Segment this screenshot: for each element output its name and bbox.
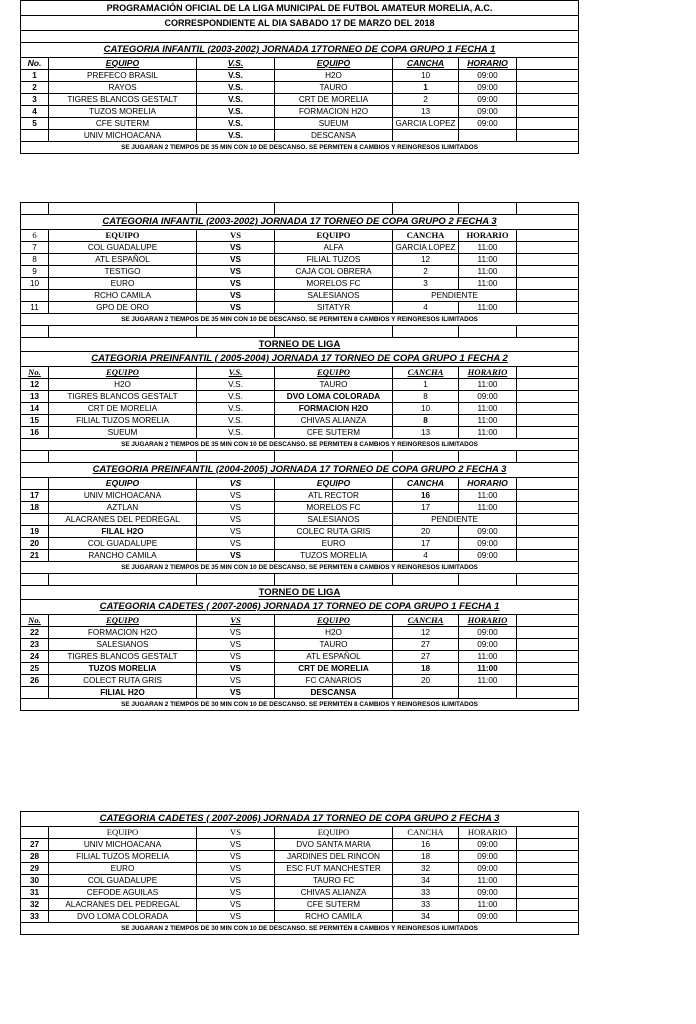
col-equipo: EQUIPO <box>275 58 393 70</box>
table-row: 7 COL GUADALUPE VS ALFA GARCIA LOPEZ 11:00 <box>21 242 579 254</box>
col-equipo: EQUIPO <box>275 230 393 242</box>
table-row: 18 AZTLAN VS MORELOS FC 17 11:00 <box>21 502 579 514</box>
table-row: UNIV MICHOACANA V.S. DESCANSA <box>21 130 579 142</box>
col-cancha: CANCHA <box>393 478 459 490</box>
table-row: 28 FILIAL TUZOS MORELIA VS JARDINES DEL RINCON 18 09:00 <box>21 851 579 863</box>
table-row: 21 RANCHO CAMILA VS TUZOS MORELIA 4 09:00 <box>21 550 579 562</box>
table-row: 32 ALACRANES DEL PEDREGAL VS CFE SUTERM 33 11:00 <box>21 899 579 911</box>
table-row: 30 COL GUADALUPE VS TAURO FC 34 11:00 <box>21 875 579 887</box>
col-equipo: EQUIPO <box>49 58 197 70</box>
torneo-de-liga-heading: TORNEO DE LIGA <box>21 586 579 600</box>
table-row: 22 FORMACION H2O VS H2O 12 09:00 <box>21 627 579 639</box>
document-title: PROGRAMACIÓN OFICIAL DE LA LIGA MUNICIPAL DE FUTBOL AMATEUR MORELIA, A.C. <box>21 1 579 16</box>
rules-note: SE JUGARAN 2 TIEMPOS DE 35 MIN CON 10 DE DESCANSO. SE PERMITEN 8 CAMBIOS Y REINGRESOS ILIMITADOS <box>21 439 579 451</box>
col-cancha: CANCHA <box>393 58 459 70</box>
table-row: FILIAL H2O VS DESCANSA <box>21 687 579 699</box>
table-row: 33 DVO LOMA COLORADA VS RCHO CAMILA 34 09:00 <box>21 911 579 923</box>
col-horario: HORARIO <box>459 827 517 839</box>
table-row: 10 EURO VS MORELOS FC 3 11:00 <box>21 278 579 290</box>
rules-note: SE JUGARAN 2 TIEMPOS DE 35 MIN CON 10 DE DESCANSO. SE PERMITEN 8 CAMBIOS Y REINGRESOS ILIMITADOS <box>21 142 579 154</box>
torneo-de-liga-heading: TORNEO DE LIGA <box>21 338 579 352</box>
schedule-sheet <box>20 0 578 935</box>
document-date: CORRESPONDIENTE AL DIA SABADO 17 DE MARZO DEL 2018 <box>21 16 579 31</box>
rules-note: SE JUGARAN 2 TIEMPOS DE 30 MIN CON 10 DE DESCANSO. SE PERMITEN 8 CAMBIOS Y REINGRESOS ILIMITADOS <box>21 923 579 935</box>
col-cancha: CANCHA <box>393 367 459 379</box>
col-horario: HORARIO <box>459 58 517 70</box>
table-row: 27 UNIV MICHOACANA VS DVO SANTA MARIA 16 09:00 <box>21 839 579 851</box>
category-title: CATEGORIA CADETES ( 2007-2006) JORNADA 17 TORNEO DE COPA GRUPO 2 FECHA 3 <box>21 812 579 827</box>
col-equipo: EQUIPO <box>275 478 393 490</box>
section-6-table <box>20 811 579 935</box>
table-row: RCHO CAMILA VS SALESIANOS PENDIENTE <box>21 290 579 302</box>
table-row: 3 TIGRES BLANCOS GESTALT V.S. CRT DE MORELIA 2 09:00 <box>21 94 579 106</box>
col-horario: HORARIO <box>459 367 517 379</box>
category-title: CATEGORIA INFANTIL (2003-2002) JORNADA 17 TORNEO DE COPA GRUPO 2 FECHA 3 <box>21 215 579 230</box>
col-equipo: EQUIPO <box>275 827 393 839</box>
col-vs: VS <box>197 615 275 627</box>
table-row: 5 CFE SUTERM V.S. SUEUM GARCIA LOPEZ 09:00 <box>21 118 579 130</box>
rules-note: SE JUGARAN 2 TIEMPOS DE 35 MIN CON 10 DE DESCANSO. SE PERMITEN 8 CAMBIOS Y REINGRESOS ILIMITADOS <box>21 562 579 574</box>
table-row: 12 H2O V.S. TAURO 1 11:00 <box>21 379 579 391</box>
col-vs: VS <box>197 827 275 839</box>
col-cancha: CANCHA <box>393 615 459 627</box>
col-no: No. <box>21 58 49 70</box>
category-title: CATEGORIA PREINFANTIL (2004-2005) JORNADA 17 TORNEO DE COPA GRUPO 2 FECHA 3 <box>21 463 579 478</box>
table-row: 2 RAYOS V.S. TAURO 1 09:00 <box>21 82 579 94</box>
category-title: CATEGORIA CADETES ( 2007-2006) JORNADA 17 TORNEO DE COPA GRUPO 1 FECHA 1 <box>21 600 579 615</box>
table-row: 9 TESTIGO VS CAJA COL OBRERA 2 11:00 <box>21 266 579 278</box>
table-row: 4 TUZOS MORELIA V.S. FORMACION H2O 13 09:00 <box>21 106 579 118</box>
col-vs: VS <box>197 478 275 490</box>
table-row: 16 SUEUM V.S. CFE SUTERM 13 11:00 <box>21 427 579 439</box>
col-cancha: CANCHA <box>393 827 459 839</box>
section-1-table <box>20 0 579 154</box>
table-row: 26 COLECT RUTA GRIS VS FC CANARIOS 20 11:00 <box>21 675 579 687</box>
table-row: 24 TIGRES BLANCOS GESTALT VS ATL ESPAÑOL 27 11:00 <box>21 651 579 663</box>
table-row: 17 UNIV MICHOACANA VS ATL RECTOR 16 11:00 <box>21 490 579 502</box>
table-row: 15 FILIAL TUZOS MORELIA V.S. CHIVAS ALIANZA 8 11:00 <box>21 415 579 427</box>
col-horario: HORARIO <box>459 478 517 490</box>
col-equipo: EQUIPO <box>49 367 197 379</box>
category-title: CATEGORIA INFANTIL (2003-2002) JORNADA 17TORNEO DE COPA GRUPO 1 FECHA 1 <box>21 43 579 58</box>
col-equipo: EQUIPO <box>275 615 393 627</box>
table-row: 19 FILAL H2O VS COLEC RUTA GRIS 20 09:00 <box>21 526 579 538</box>
rules-note: SE JUGARAN 2 TIEMPOS DE 30 MIN CON 10 DE DESCANSO. SE PERMITEN 8 CAMBIOS Y REINGRESOS ILIMITADOS <box>21 699 579 711</box>
col-vs: VS <box>197 230 275 242</box>
table-row: ALACRANES DEL PEDREGAL VS SALESIANOS PENDIENTE <box>21 514 579 526</box>
col-vs: V.S. <box>197 58 275 70</box>
table-row: 20 COL GUADALUPE VS EURO 17 09:00 <box>21 538 579 550</box>
col-equipo: EQUIPO <box>275 367 393 379</box>
col-no: No. <box>21 367 49 379</box>
rules-note: SE JUGARAN 2 TIEMPOS DE 35 MIN CON 10 DE DESCANSO. SE PERMITEN 8 CAMBIOS Y REINGRESOS ILIMITADOS <box>21 314 579 326</box>
col-horario: HORARIO <box>459 615 517 627</box>
table-row: 25 TUZOS MORELIA VS CRT DE MORELIA 18 11:00 <box>21 663 579 675</box>
table-row: 8 ATL ESPAÑOL VS FILIAL TUZOS 12 11:00 <box>21 254 579 266</box>
col-no: No. <box>21 615 49 627</box>
col-cancha: CANCHA <box>393 230 459 242</box>
table-row: 1 PREFECO BRASIL V.S. H2O 10 09:00 <box>21 70 579 82</box>
col-equipo: EQUIPO <box>49 230 197 242</box>
col-vs: V.S. <box>197 367 275 379</box>
col-equipo: EQUIPO <box>49 827 197 839</box>
table-row: 23 SALESIANOS VS TAURO 27 09:00 <box>21 639 579 651</box>
table-row: 11 GPO DE ORO VS SITATYR 4 11:00 <box>21 302 579 314</box>
table-row: 13 TIGRES BLANCOS GESTALT V.S. DVO LOMA COLORADA 8 09:00 <box>21 391 579 403</box>
col-equipo: EQUIPO <box>49 478 197 490</box>
col-horario: HORARIO <box>459 230 517 242</box>
table-row: 31 CEFODE AGUILAS VS CHIVAS ALIANZA 33 09:00 <box>21 887 579 899</box>
category-title: CATEGORIA PREINFANTIL ( 2005-2004) JORNADA 17 TORNEO DE COPA GRUPO 1 FECHA 2 <box>21 352 579 367</box>
table-row: 14 CRT DE MORELIA V.S. FORMACION H2O 10 11:00 <box>21 403 579 415</box>
table-row: 29 EURO VS ESC FUT MANCHESTER 32 09:00 <box>21 863 579 875</box>
section-2-table: CATEGORIA INFANTIL (2003-2002) JORNADA 17 TORNEO DE COPA GRUPO 2 FECHA 3 6 EQUIPO VS EQUIPO CANCHA HORARIO 7 COL GUADALUPE VS ALFA GARCIA LOPEZ 11:00 8 ATL ESPAÑOL VS FILIAL TUZOS 12 11:00 9 TESTIGO VS CAJA COL OBRERA 2 11:00 10 EURO VS MORELOS FC 3 11:00 RCHO CAMILA VS SALESIANOS PENDIENTE 11 GPO DE ORO VS SITATYR 4 11:00 SE JUGARAN 2 TIEMPOS DE 35 MIN CON 10 DE DESCANSO. SE PERMITEN 8 CAMBIOS Y REINGRESOS ILIMITADOS TORNEO DE LIGA CATEGORIA PREINFANTIL ( 2005-2004) JORNADA 17 TORNEO DE COPA GRUPO 1 FECHA 2 No. EQUIPO V.S. EQUIPO CANCHA HORARIO 12 H2O V.S. TAURO 1 11:00 13 TIGRES BLANCOS GESTALT V.S. DVO LOMA COLORADA 8 09:00 14 CRT DE MORELIA V.S. FORMACION H2O 10 11:00 15 FILIAL TUZOS MORELIA V.S. CHIVAS ALIANZA 8 11:00 16 SUEUM V.S. CFE SUTERM 13 11:00 SE JUGARAN 2 TIEMPOS DE 35 MIN CON 10 DE DESCANSO. SE PERMITEN 8 CAMBIOS Y REINGRESOS ILIMITADOS CATEGORIA PREINFANTIL (2004-2005) JORNADA 17 TORNEO DE COPA GRUPO 2 FECHA 3 EQUIPO VS EQUIPO CANCHA HORARIO 17 UNIV MICHOACANA VS ATL RECTOR 16 11:00 18 AZTLAN VS MORELOS FC 17 11:00 ALACRANES DEL PEDREGAL VS SALESIANOS PENDIENTE 19 FILAL H2O VS COLEC RUTA GRIS 20 09:00 20 COL GUADALUPE VS EURO 17 09:00 21 RANCHO CAMILA VS TUZOS MORELIA 4 09:00 SE JUGARAN 2 TIEMPOS DE 35 MIN CON 10 DE DESCANSO. SE PERMITEN 8 CAMBIOS Y REINGRESOS ILIMITADOS TORNEO DE LIGA CATEGORIA CADETES ( 2007-2006) JORNADA 17 TORNEO DE COPA GRUPO 1 FECHA 1 No. EQUIPO VS EQUIPO CANCHA HORARIO 22 FORMACION H2O VS H2O 12 09:00 23 SALESIANOS VS TAURO 27 09:00 24 TIGRES BLANCOS GESTALT VS ATL ESPAÑOL 27 11:00 25 TUZOS MORELIA VS CRT DE MORELIA 18 11:00 26 COLECT RUTA GRIS VS FC CANARIOS 20 11:00 FILIAL H2O VS DESCANSA SE JUGARAN 2 TIEMPOS DE 30 MIN CON 10 DE DESCANSO. SE PERMITEN 8 CAMBIOS Y REINGRESOS ILIMITADOS <box>20 202 579 711</box>
col-equipo: EQUIPO <box>49 615 197 627</box>
